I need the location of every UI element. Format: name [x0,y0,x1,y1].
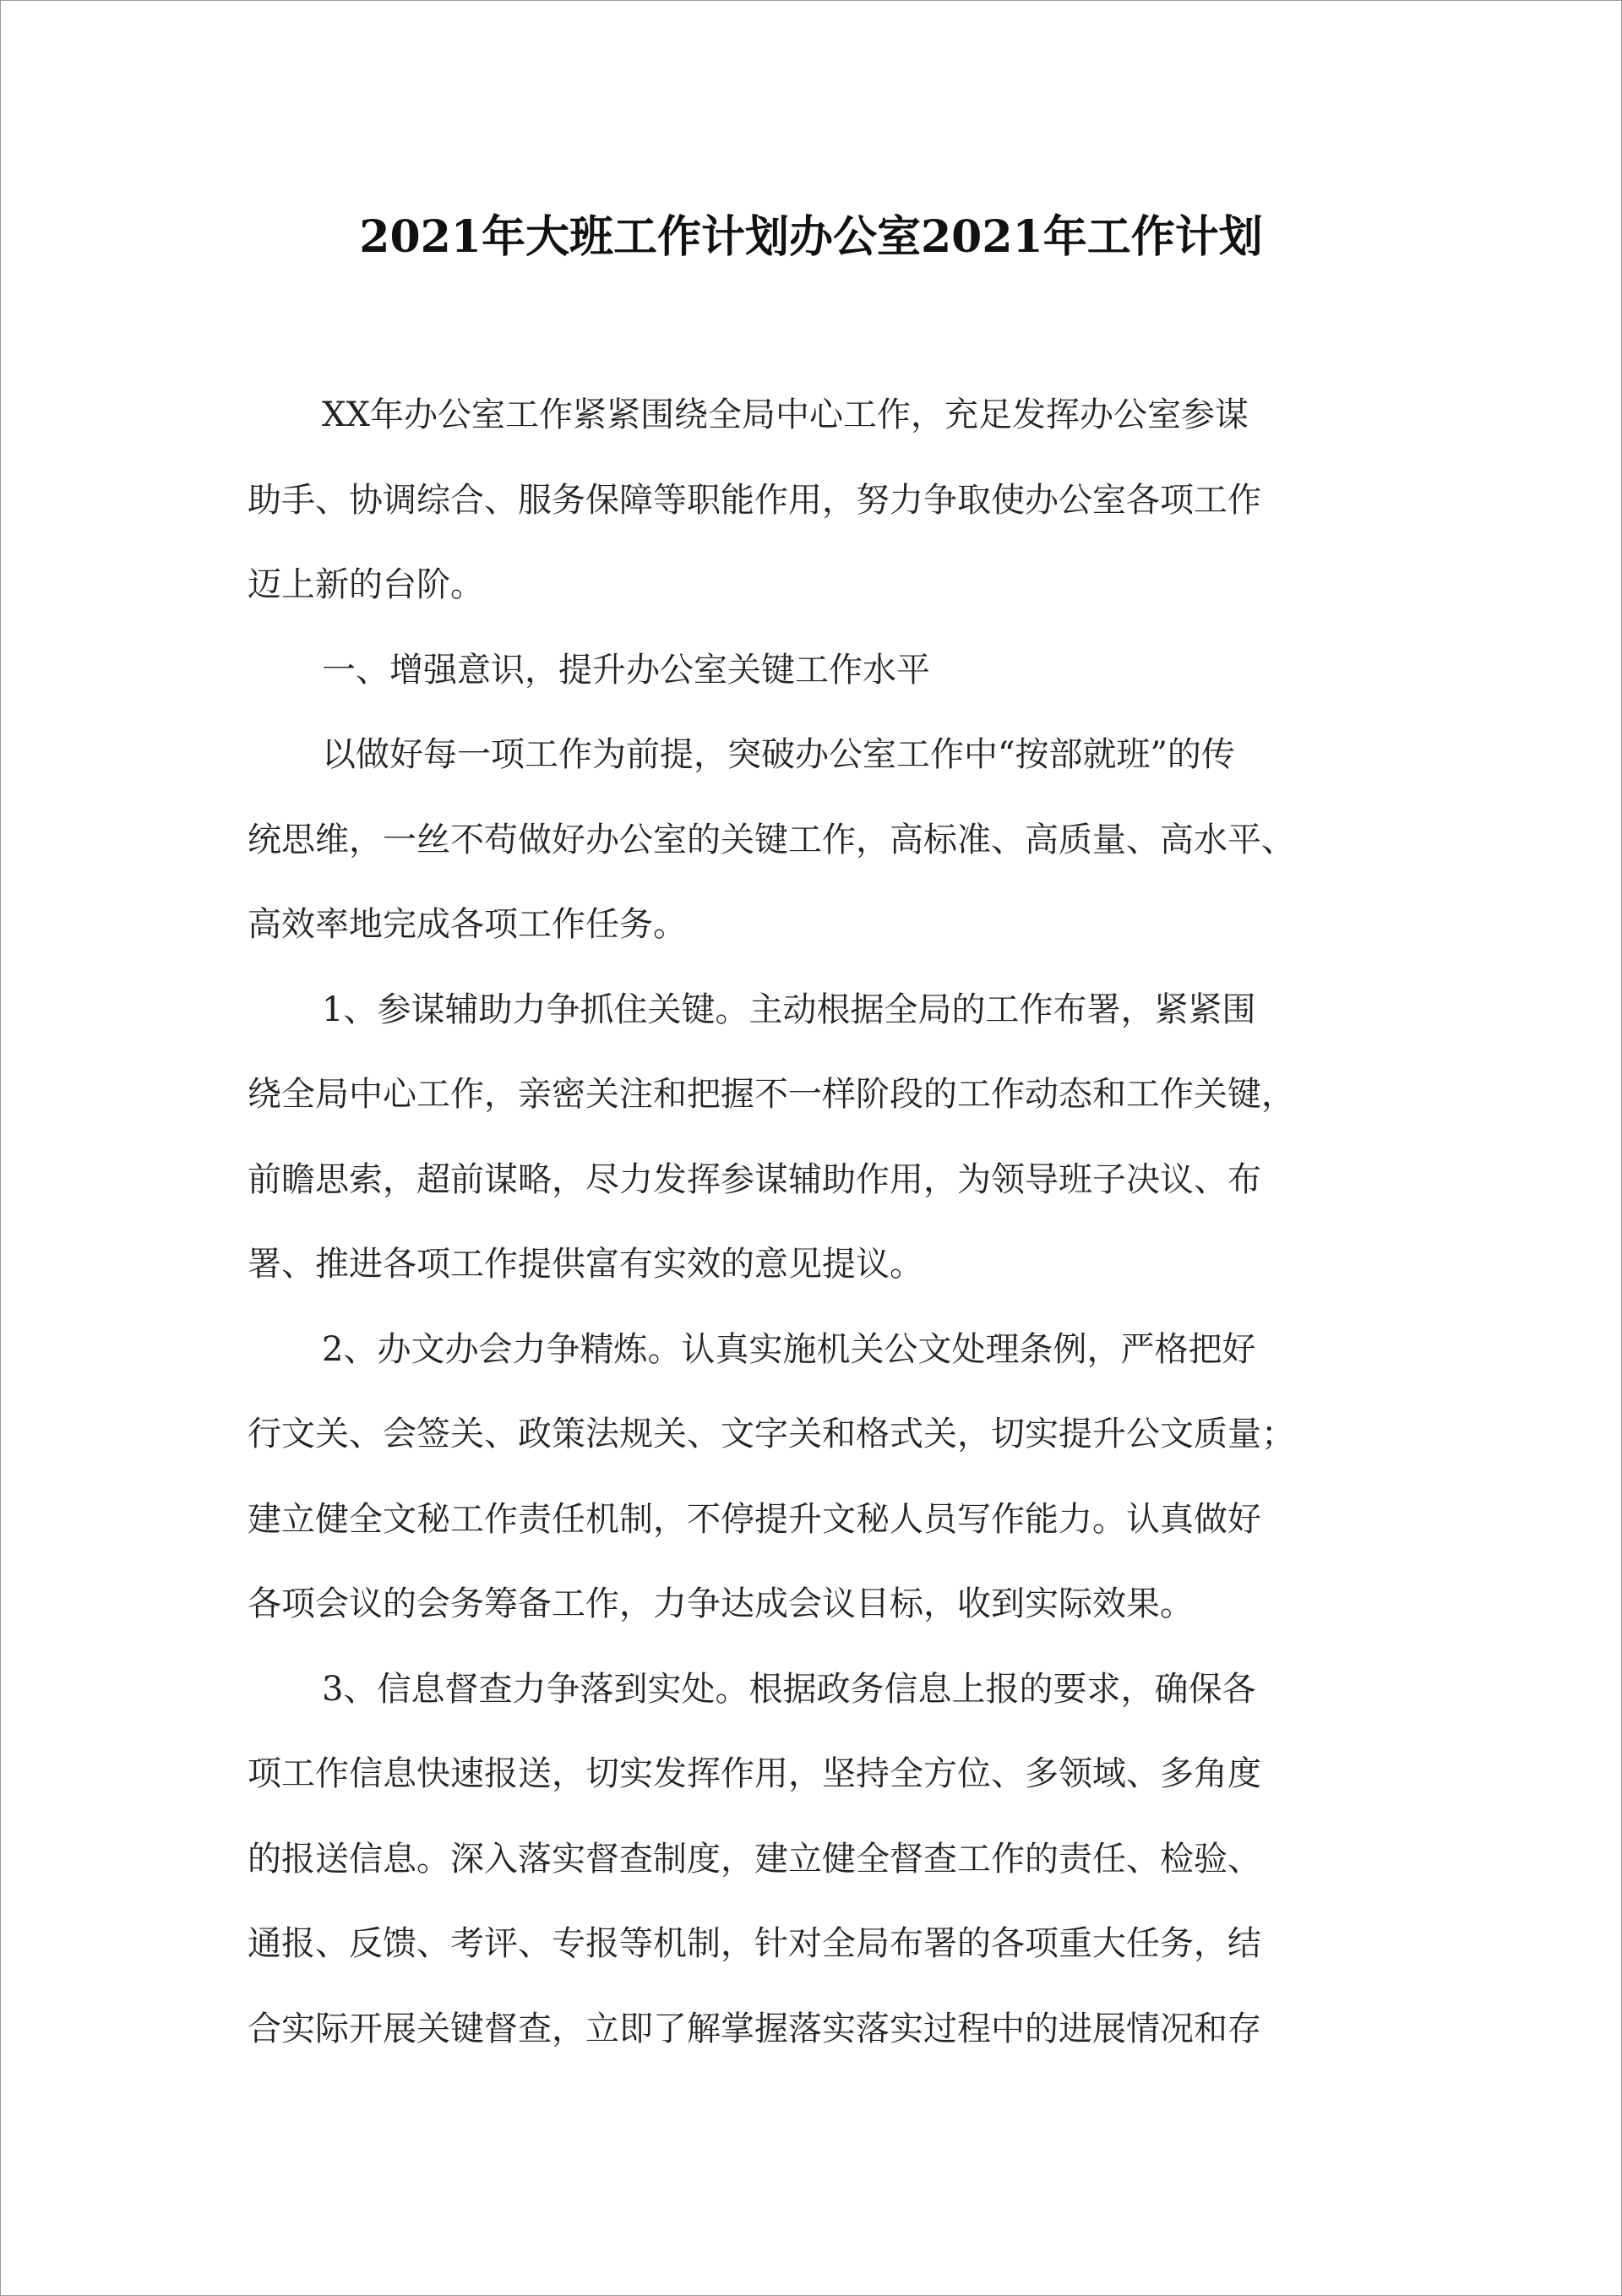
paragraph-line: 绕全局中心工作，亲密关注和把握不一样阶段的工作动态和工作关键， [248,1075,1295,1114]
paragraph-line: 高效率地完成各项工作任务。 [248,905,687,944]
paragraph-line: 3、信息督查力争落到实处。根据政务信息上报的要求，确保各 [322,1669,1256,1709]
paragraph-line: 合实际开展关键督查，立即了解掌握落实落实过程中的进展情况和存 [248,2009,1261,2048]
paragraph-line: 项工作信息快速报送，切实发挥作用，坚持全方位、多领域、多角度 [248,1754,1261,1793]
paragraph-line: 建立健全文秘工作责任机制，不停提升文秘人员写作能力。认真做好 [248,1499,1261,1539]
paragraph-line: 1、参谋辅助力争抓住关键。主动根据全局的工作布署，紧紧围 [322,990,1256,1029]
document-body [248,373,1384,2071]
paragraph-line: 行文关、会签关、政策法规关、文字关和格式关，切实提升公文质量； [248,1415,1295,1453]
section-heading: 一、增强意识，提升办公室关键工作水平 [322,650,930,690]
paragraph-line: 署、推进各项工作提供富有实效的意见提议。 [248,1245,923,1284]
paragraph-line: 迈上新的台阶。 [248,565,484,604]
paragraph-line: 2、办文办会力争精炼。认真实施机关公文处理条例，严格把好 [322,1329,1256,1369]
paragraph-line: 前瞻思索，超前谋略，尽力发挥参谋辅助作用，为领导班子决议、布 [248,1159,1261,1199]
paragraph-line: 以做好每一项工作为前提，突破办公室工作中“按部就班”的传 [322,735,1235,774]
paragraph-line: XX年办公室工作紧紧围绕全局中心工作，充足发挥办公室参谋 [322,395,1249,434]
paragraph-line: 助手、协调综合、服务保障等职能作用，努力争取使办公室各项工作 [248,480,1261,520]
paragraph-line: 各项会议的会务筹备工作，力争达成会议目标，收到实际效果。 [248,1584,1194,1623]
document-title: 2021年大班工作计划办公室2021年工作计划 [359,211,1263,263]
paragraph-line: 统思维，一丝不苟做好办公室的关键工作，高标准、高质量、高水平、 [248,820,1295,859]
paragraph-line: 的报送信息。深入落实督查制度，建立健全督查工作的责任、检验、 [248,1839,1261,1879]
paragraph-line: 通报、反馈、考评、专报等机制，针对全局布署的各项重大任务，结 [248,1924,1261,1963]
